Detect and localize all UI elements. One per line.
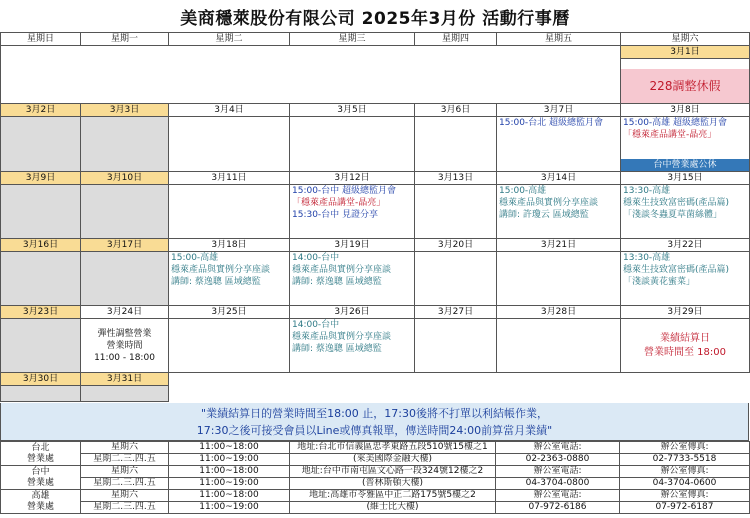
event-text: 講師: 許瓊云 區域總監 [499,210,589,220]
day-cell [497,117,621,172]
event-text: 穩萊產品與實例分享座談 [292,332,392,342]
day-cell-mar1 [621,59,750,104]
date-cell: 3月25日 [169,306,290,319]
day-cell [169,185,290,239]
office-tel-label: 辦公室電話: [496,466,620,478]
closed-day [1,252,81,306]
event-text: 「淺談黃花蜜菜」 [623,277,696,287]
page-title: 美商穩萊股份有限公司 2025年3月份 活動行事曆 [180,9,570,29]
date-cell: 3月13日 [415,172,497,185]
office-tel: 07-972-6186 [496,502,620,514]
event-text: 彈性調整營業 [97,328,152,339]
date-cell: 3月19日 [290,239,415,252]
day-cell [497,319,621,373]
office-address-building: (來美國際金融大樓) [290,454,496,466]
day-cell [621,117,750,172]
office-fax: 04-3704-0600 [620,478,750,490]
event-text: 「穩萊產品講堂-晶亮」 [623,130,717,140]
day-cell [290,117,415,172]
event-text: 「淺談冬蟲夏草菌絲體」 [623,210,723,220]
office-row [1,478,750,490]
date-cell: 3月23日 [1,306,81,319]
date-cell: 3月31日 [81,373,169,386]
closed-day [81,117,169,172]
day-cell [415,117,497,172]
date-cell: 3月24日 [81,306,169,319]
office-tel: 04-3704-0800 [496,478,620,490]
office-tel-label: 辦公室電話: [496,442,620,454]
weekday-sat: 星期六 [621,33,750,46]
event-text: 穩萊產品與實例分享座談 [292,265,392,275]
date-cell: 3月7日 [497,104,621,117]
event-text: 穩萊產品與實例分享座談 [171,265,271,275]
office-day: 星期二.三.四.五 [81,454,169,466]
event-text: 13:30-高雄 [623,253,671,263]
date-cell: 3月8日 [621,104,750,117]
date-cell: 3月12日 [290,172,415,185]
office-hours: 11:00~19:00 [169,478,290,490]
week-3-events [1,185,750,239]
weekday-wed: 星期三 [290,33,415,46]
event-text: 15:00-高雄 [499,186,547,196]
date-cell: 3月11日 [169,172,290,185]
day-cell [290,319,415,373]
office-day: 星期六 [81,490,169,502]
date-cell: 3月10日 [81,172,169,185]
day-cell [290,252,415,306]
empty-days [1,46,621,104]
date-cell: 3月17日 [81,239,169,252]
day-cell [621,319,750,373]
office-tel: 02-2363-0880 [496,454,620,466]
office-address-building: (普林斯頓大樓) [290,478,496,490]
office-fax-label: 辦公室傳真: [620,466,750,478]
event-text: 穩萊生技致富密碼(產品篇) [623,198,730,208]
event-text: 14:00-台中 [292,320,340,330]
event-text: 講師: 蔡逸聰 區域總監 [171,277,261,287]
day-cell [415,185,497,239]
day-cell [621,185,750,239]
week-5-events [1,319,750,373]
office-fax: 07-972-6187 [620,502,750,514]
notice-line: 17:30之後可接受會員以Line或傳真報單，傳送時間24:00前算當月業績" [196,424,553,437]
office-day: 星期二.三.四.五 [81,478,169,490]
office-row [1,442,750,454]
date-cell: 3月21日 [497,239,621,252]
closed-day [1,319,81,373]
calendar-table [0,32,750,402]
event-text: 15:00-高雄 超級總監月會 [623,118,728,128]
office-fax-label: 辦公室傳真: [620,442,750,454]
closed-day [81,185,169,239]
office-address: 地址:台北市信義區忠孝東路五段510號15樓之1 [290,442,496,454]
event-text: 13:30-高雄 [623,186,671,196]
holiday-label: 228調整休假 [621,69,749,103]
date-cell: 3月28日 [497,306,621,319]
date-cell: 3月3日 [81,104,169,117]
event-text: 營業時間 [106,340,143,351]
office-address: 地址:台中市南屯區文心路一段324號12樓之2 [290,466,496,478]
office-address: 地址:高雄市苓雅區中正二路175號5樓之2 [290,490,496,502]
date-cell: 3月1日 [621,46,750,59]
date-cell: 3月27日 [415,306,497,319]
day-cell [81,319,169,373]
day-cell [497,252,621,306]
event-text: 營業時間至 18:00 [644,346,726,358]
empty-days [169,373,750,402]
office-hours: 11:00~18:00 [169,466,290,478]
office-hours: 11:00~19:00 [169,502,290,514]
office-name: 台北 營業處 [1,442,81,466]
date-cell: 3月26日 [290,306,415,319]
office-hours: 11:00~18:00 [169,490,290,502]
event-text: 15:00-高雄 [171,253,219,263]
event-text: 講師: 蔡逸聰 區域總監 [292,344,382,354]
weekday-mon: 星期一 [81,33,169,46]
date-cell: 3月20日 [415,239,497,252]
office-row [1,490,750,502]
weekday-tue: 星期二 [169,33,290,46]
day-cell [621,252,750,306]
week-1 [1,46,750,59]
day-cell [415,319,497,373]
office-fax-label: 辦公室傳真: [620,490,750,502]
office-name: 高雄 營業處 [1,490,81,514]
office-address-building: (維士比大樓) [290,502,496,514]
office-day: 星期二.三.四.五 [81,502,169,514]
weekday-sun: 星期日 [1,33,81,46]
date-cell: 3月30日 [1,373,81,386]
weekday-fri: 星期五 [497,33,621,46]
event-text: 11:00 - 18:00 [94,352,155,363]
date-cell: 3月6日 [415,104,497,117]
date-cell: 3月29日 [621,306,750,319]
office-row [1,466,750,478]
date-cell: 3月2日 [1,104,81,117]
date-cell: 3月18日 [169,239,290,252]
event-text: 穩萊生技致富密碼(產品篇) [623,265,730,275]
office-tel-label: 辦公室電話: [496,490,620,502]
day-cell [169,319,290,373]
closed-day [1,386,81,402]
week-2-events [1,117,750,172]
office-fax: 02-7733-5518 [620,454,750,466]
settlement-notice [0,403,749,441]
event-text: 15:30-台中 見證分享 [292,210,379,220]
event-text: 穩萊產品與實例分享座談 [499,198,599,208]
day-cell [290,185,415,239]
office-row [1,502,750,514]
day-cell [169,252,290,306]
date-cell: 3月4日 [169,104,290,117]
day-cell [497,185,621,239]
weekday-thu: 星期四 [415,33,497,46]
week-2-dates [1,104,750,117]
closed-day [1,117,81,172]
closed-day [1,185,81,239]
day-cell [415,252,497,306]
week-4-dates [1,239,750,252]
closure-tag: 台中營業處公休 [621,159,749,171]
date-cell: 3月15日 [621,172,750,185]
week-4-events [1,252,750,306]
office-info-table [0,441,750,514]
date-cell: 3月5日 [290,104,415,117]
closed-day [81,386,169,402]
office-hours: 11:00~19:00 [169,454,290,466]
date-cell: 3月22日 [621,239,750,252]
event-text: 業績結算日 [660,332,710,344]
weekday-header [1,33,750,46]
office-hours: 11:00~18:00 [169,442,290,454]
closed-day [81,252,169,306]
event-text: 「穩萊產品講堂-晶亮」 [292,198,386,208]
event-text: 15:00-台北 超級總監月會 [499,118,604,128]
event-text: 14:00-台中 [292,253,340,263]
notice-line: "業績結算日的營業時間至18:00 止，17:30後將不打單以利結帳作業， [201,407,548,420]
office-row [1,454,750,466]
event-text: 講師: 蔡逸聰 區域總監 [292,277,382,287]
week-5-dates [1,306,750,319]
office-day: 星期六 [81,466,169,478]
week-3-dates [1,172,750,185]
office-day: 星期六 [81,442,169,454]
date-cell: 3月16日 [1,239,81,252]
date-cell: 3月9日 [1,172,81,185]
event-text: 15:00-台中 超級總監月會 [292,186,397,196]
office-name: 台中 營業處 [1,466,81,490]
date-cell: 3月14日 [497,172,621,185]
week-6-dates [1,373,750,386]
day-cell [169,117,290,172]
